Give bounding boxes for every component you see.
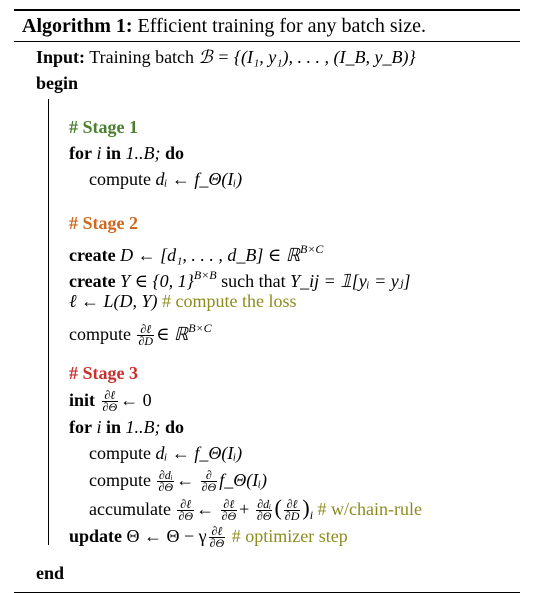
frac-num: ∂ℓ [137, 324, 154, 336]
loop-var: i [96, 143, 102, 163]
such-that-text: such that [216, 271, 291, 291]
create-keyword: create [69, 245, 116, 265]
stage1-heading: # Stage 1 [69, 117, 138, 137]
stage3-compute1-line [14, 440, 520, 466]
compute-label: compute [89, 470, 151, 490]
stage3-heading: # Stage 3 [69, 363, 138, 383]
accumulate-label: accumulate [89, 499, 171, 519]
frac-num: ∂ℓ [102, 390, 119, 402]
create-y-sup: B×B [193, 268, 217, 282]
end-line [14, 560, 520, 586]
plus: + [239, 499, 250, 519]
for-keyword: for [69, 417, 92, 437]
stage2-create-d-line [14, 236, 520, 265]
loss-comment: # compute the loss [162, 291, 297, 311]
stage3-title [14, 360, 520, 386]
stage2-grad-line [14, 314, 520, 349]
stage3-accumulate-line [14, 494, 520, 522]
create-keyword: create [69, 271, 116, 291]
do-keyword: do [165, 143, 185, 163]
grad-sup: B×C [188, 321, 212, 335]
update-fraction [209, 526, 226, 549]
caption-title: Efficient training for any batch size. [137, 15, 426, 37]
frac-den: ∂Θ [178, 509, 194, 524]
begin-line [14, 70, 520, 96]
paren-close: ) [302, 495, 310, 520]
paren-open: ( [274, 495, 282, 520]
stage2-title [14, 210, 520, 236]
update-comment: # optimizer step [231, 526, 348, 546]
arrow: ← [176, 470, 195, 490]
frac-num: ∂ℓ [177, 499, 194, 511]
frac-den: ∂Θ [158, 480, 174, 495]
algorithm-box [14, 9, 520, 593]
frac-den: ∂Θ [256, 509, 272, 524]
frac-den: ∂Θ [221, 509, 237, 524]
input-line [14, 44, 520, 70]
in-keyword: in [106, 417, 122, 437]
stage1-title [14, 114, 520, 140]
grad-math: ∈ ℝ [156, 324, 189, 344]
compute-math: dᵢ ← f_Θ(Iᵢ) [155, 443, 243, 463]
stage2-loss-line [14, 288, 520, 314]
compute-math: dᵢ ← f_Θ(Iᵢ) [155, 169, 243, 189]
frac-den: ∂Θ [201, 480, 217, 495]
frac-num: ∂ℓ [209, 526, 226, 538]
compute-label: compute [69, 324, 131, 344]
algorithm-body [14, 44, 520, 586]
caption-label: Algorithm 1: [22, 15, 133, 37]
begin-keyword: begin [36, 73, 79, 93]
partial-fraction [201, 470, 218, 493]
algorithm-caption [14, 11, 520, 41]
frac-den: ∂D [138, 334, 154, 349]
caption-rule [14, 41, 520, 42]
frac-den: ∂Θ [102, 400, 118, 415]
input-text: Training batch [89, 47, 199, 67]
acc-subscript: i [309, 508, 314, 522]
init-math: ← 0 [120, 390, 152, 410]
compute-label: compute [89, 443, 151, 463]
acc-fraction-2 [221, 499, 238, 522]
stage1-compute-line [14, 166, 520, 192]
frac-num: ∂ [201, 470, 218, 482]
do-keyword: do [165, 417, 185, 437]
ddi-fraction [157, 470, 174, 493]
create-y-math: Y ∈ {0, 1} [120, 271, 194, 291]
grad-fraction [137, 324, 154, 347]
stage2-create-y-line [14, 262, 520, 291]
for-keyword: for [69, 143, 92, 163]
acc-fraction-3 [256, 499, 273, 522]
loss-math: ℓ ← L(D, Y) [69, 291, 158, 311]
end-keyword: end [36, 563, 65, 583]
stage1-for-line [14, 140, 520, 166]
frac-num: ∂ℓ [221, 499, 238, 511]
compute2-math: f_Θ(Iᵢ) [219, 470, 268, 490]
acc-fraction-1 [177, 499, 194, 522]
init-keyword: init [69, 390, 96, 410]
create-y-cond: Y_ij = 𝟙[yᵢ = yⱼ] [290, 271, 411, 291]
stage3-init-line [14, 386, 520, 414]
frac-num: ∂dᵢ [257, 497, 272, 512]
loop-range: 1..B; [125, 417, 161, 437]
frac-num: ∂dᵢ [158, 468, 173, 483]
init-fraction [102, 390, 119, 413]
begin-end-bar [48, 99, 49, 545]
frac-den: ∂D [284, 509, 300, 524]
in-keyword: in [106, 143, 122, 163]
input-keyword: Input: [36, 47, 86, 67]
input-math: ℬ = {(I₁, y₁), . . . , (I_B, y_B)} [198, 47, 416, 67]
loop-range: 1..B; [125, 143, 161, 163]
update-math: Θ ← Θ − γ [126, 526, 207, 546]
arrow: ← [196, 499, 215, 519]
acc-fraction-4 [284, 499, 301, 522]
loop-var: i [96, 417, 102, 437]
frac-num: ∂ℓ [284, 499, 301, 511]
create-d-sup: B×C [299, 242, 324, 256]
accumulate-comment: # w/chain-rule [317, 499, 423, 519]
update-keyword: update [69, 526, 123, 546]
stage3-compute2-line [14, 466, 520, 494]
stage3-update-line [14, 522, 520, 550]
stage3-for-line [14, 414, 520, 440]
stage2-heading: # Stage 2 [69, 213, 138, 233]
frac-den: ∂Θ [209, 536, 225, 551]
create-d-math: D ← [d₁, . . . , d_B] ∈ ℝ [120, 245, 300, 265]
compute-label: compute [89, 169, 151, 189]
